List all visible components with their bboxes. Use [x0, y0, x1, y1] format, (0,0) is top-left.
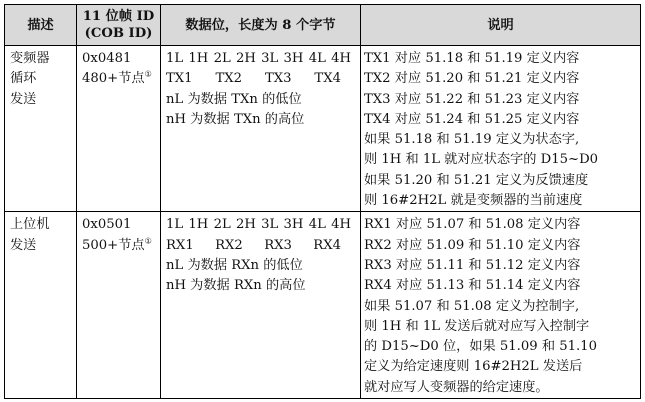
byte-label-row	[166, 215, 355, 235]
byte-label: 1L	[166, 51, 184, 66]
explain-line: 如果 51.20 和 51.21 定义为反馈速度	[364, 172, 589, 188]
byte-label: 2H	[235, 51, 256, 66]
explain-line: 的 D15~D0 位，如果 51.09 和 51.10	[364, 339, 597, 355]
register-label: RX1	[166, 237, 194, 253]
explain-line: 如果 51.18 和 51.19 定义为状态字,	[364, 132, 580, 148]
byte-label: 4H	[331, 217, 351, 233]
explain-line: 则 1H 和 1L 发送后就对应写入控制字	[364, 318, 590, 334]
byte-label: 3L	[261, 217, 279, 233]
register-label: TX1	[166, 71, 193, 87]
desc-line: 发送	[10, 91, 37, 107]
byte-label: 3L	[261, 51, 279, 66]
header-frame-id-line1: 11 位帧 ID	[82, 9, 155, 24]
byte-label: 1H	[188, 51, 209, 66]
node-text: 480+节点	[82, 71, 145, 87]
explain-line: RX4 对应 51.13 和 51.14 定义内容	[364, 278, 581, 294]
cell-frame-id	[77, 46, 161, 212]
byte-label: 2L	[213, 217, 231, 233]
node-text: 500+节点	[82, 237, 145, 253]
header-data: 数据位，长度为 8 个字节	[161, 5, 361, 46]
register-row	[166, 236, 355, 256]
register-label: TX4	[314, 71, 341, 87]
frame-id-value: 0x0481	[82, 51, 132, 66]
explain-line: RX2 对应 51.09 和 51.10 定义内容	[364, 237, 581, 253]
table-row	[5, 212, 641, 399]
note-line: nL 为数据 RXn 的低位	[166, 257, 303, 273]
explain-line: TX4 对应 51.24 和 51.25 定义内容	[364, 111, 580, 127]
note-line: nL 为数据 TXn 的低位	[166, 91, 302, 107]
byte-label: 3H	[283, 51, 304, 66]
header-row	[5, 5, 641, 46]
register-label: TX3	[264, 71, 292, 87]
byte-label: 2H	[235, 217, 256, 233]
explain-line: TX3 对应 51.22 和 51.23 定义内容	[364, 91, 580, 107]
register-label: RX2	[215, 237, 243, 253]
cell-explain	[361, 46, 641, 212]
frame-id-value: 0x0501	[82, 217, 132, 233]
header-frame-id	[77, 5, 161, 46]
byte-label: 4L	[308, 217, 326, 233]
register-label: RX4	[313, 237, 341, 253]
cell-data-bits	[161, 212, 361, 399]
explain-line: TX1 对应 51.18 和 51.19 定义内容	[364, 51, 580, 66]
explain-line: 如果 51.07 和 51.08 定义为控制字,	[364, 298, 580, 314]
explain-line: 定义为给定速度则 16#2H2L 发送后	[364, 359, 583, 375]
explain-line: 则 1H 和 1L 就对应状态字的 D15~D0	[364, 152, 599, 168]
explain-line: RX1 对应 51.07 和 51.08 定义内容	[364, 217, 581, 233]
table-row	[5, 46, 641, 212]
cell-data-bits	[161, 46, 361, 212]
desc-line: 循环	[10, 71, 37, 87]
cell-frame-id	[77, 212, 161, 399]
explain-line: 就对应写人变频器的给定速度。	[364, 379, 549, 395]
byte-label: 2L	[213, 51, 231, 66]
cell-explain	[361, 212, 641, 399]
node-formula	[82, 236, 155, 256]
footnote-mark: ①	[144, 69, 152, 79]
byte-label: 1L	[166, 217, 184, 233]
cell-desc	[5, 46, 77, 212]
register-label: TX2	[215, 71, 243, 87]
register-label: RX3	[264, 237, 292, 253]
byte-label: 4L	[308, 51, 326, 66]
byte-label: 4H	[331, 51, 351, 66]
register-row	[166, 69, 355, 89]
byte-label: 1H	[188, 217, 209, 233]
note-line: nH 为数据 RXn 的高位	[166, 278, 306, 294]
header-frame-id-line2: (COB ID)	[84, 26, 153, 41]
byte-label: 3H	[283, 217, 304, 233]
header-desc: 描述	[5, 5, 77, 46]
explain-line: 则 16#2H2L 就是变频器的当前速度	[364, 193, 583, 209]
desc-line: 上位机	[10, 217, 50, 233]
desc-line: 变频器	[10, 51, 50, 66]
cell-desc	[5, 212, 77, 399]
note-line: nH 为数据 TXn 的高位	[166, 111, 305, 127]
header-explain: 说明	[361, 5, 641, 46]
footnote-mark: ①	[144, 236, 152, 246]
byte-label-row	[166, 49, 355, 69]
explain-line: RX3 对应 51.11 和 51.12 定义内容	[364, 257, 581, 273]
explain-line: TX2 对应 51.20 和 51.21 定义内容	[364, 71, 580, 87]
can-frame-table	[4, 4, 641, 399]
desc-line: 发送	[10, 237, 37, 253]
node-formula	[82, 69, 155, 89]
